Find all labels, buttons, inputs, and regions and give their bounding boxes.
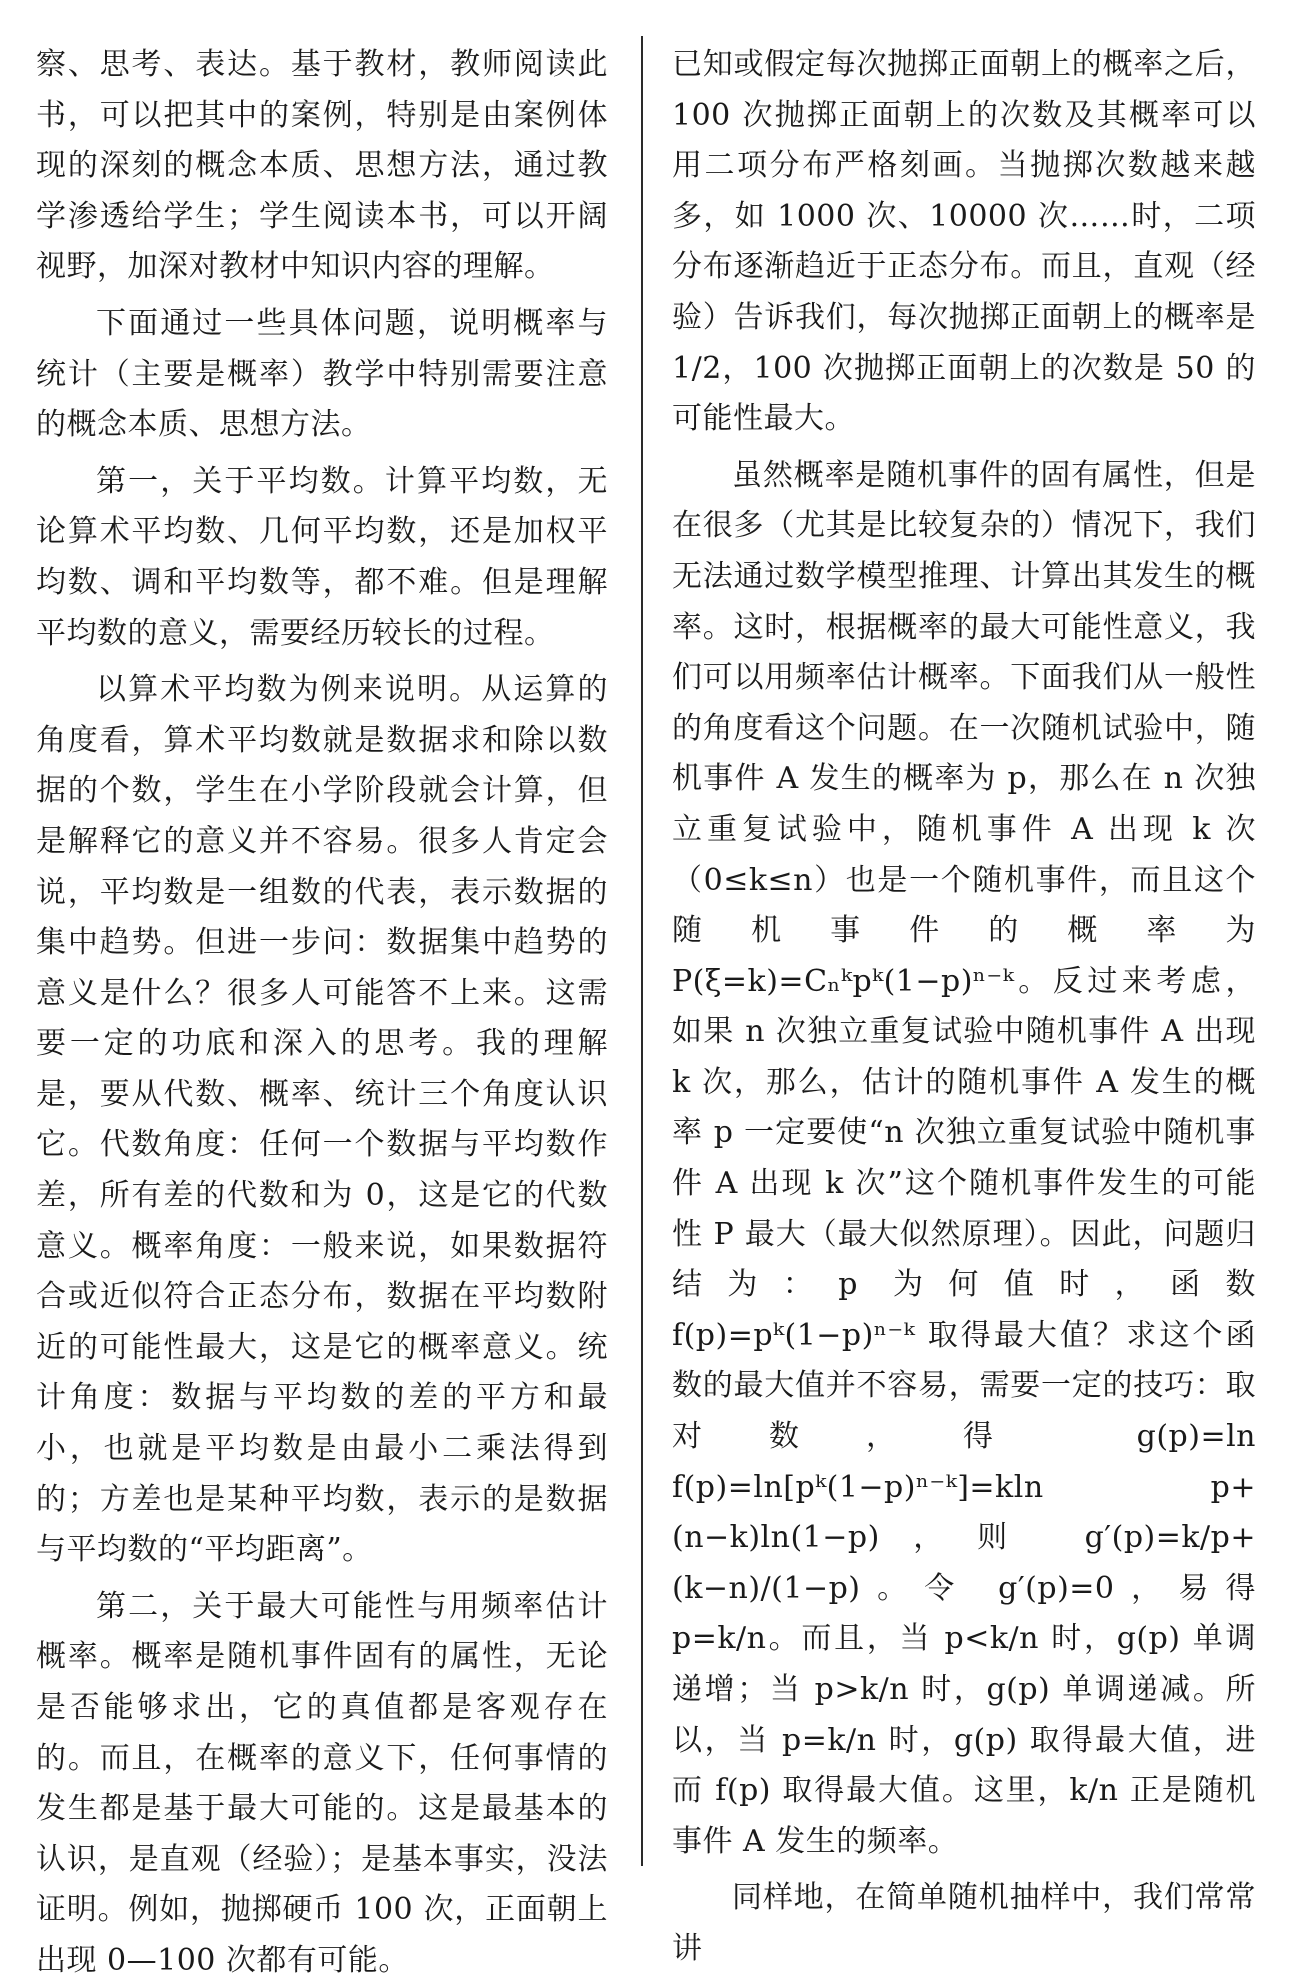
right-column (672, 40, 1256, 1975)
paragraph: 第二，关于最大可能性与用频率估计概率。概率是随机事件固有的属性，无论是否能够求出，它的真值都是客观存在的。而且，在概率的意义下，任何事情的发生都是基于最大可能的。这是最基本的认识，是直观（经验）；是基本事实，没法证明。例如，抛掷硬币 100 次，正面朝上出现 0—100 次都有可能。 (36, 1588, 608, 1978)
paragraph: 察、思考、表达。基于教材，教师阅读此书，可以把其中的案例，特别是由案例体现的深刻的概念本质、思想方法，通过教学渗透给学生；学生阅读本书，可以开阔视野，加深对教材中知识内容的理解。 (36, 47, 608, 285)
paragraph: 第一，关于平均数。计算平均数，无论算术平均数、几何平均数，还是加权平均数、调和平均数等，都不难。但是理解平均数的意义，需要经历较长的过程。 (36, 463, 608, 651)
paragraph: 同样地，在简单随机抽样中，我们常常讲 (672, 1880, 1256, 1966)
paragraph: 以算术平均数为例来说明。从运算的角度看，算术平均数就是数据求和除以数据的个数，学生在小学阶段就会计算，但是解释它的意义并不容易。很多人肯定会说，平均数是一组数的代表，表示数据的集中趋势。但进一步问：数据集中趋势的意义是什么？很多人可能答不上来。这需要一定的功底和深入的思考。我的理解是，要从代数、概率、统计三个角度认识它。代数角度：任何一个数据与平均数作差，所有差的代数和为 0，这是它的代数意义。概率角度：一般来说，如果数据符合或近似符合正态分布，数据在平均数附近的可能性最大，这是它的概率意义。统计角度：数据与平均数的差的平方和最小，也就是平均数是由最小二乘法得到的；方差也是某种平均数，表示的是数据与平均数的“平均距离”。 (36, 672, 608, 1568)
left-column (36, 40, 608, 1987)
paragraph: 已知或假定每次抛掷正面朝上的概率之后，100 次抛掷正面朝上的次数及其概率可以用二项分布严格刻画。当抛掷次数越来越多，如 1000 次、10000 次……时，二项分布逐渐趋近于正态分布。而且，直观（经验）告诉我们，每次抛掷正面朝上的概率是 1/2，100 次抛掷正面朝上的次数是 50 的可能性最大。 (672, 47, 1256, 437)
paragraph: 虽然概率是随机事件的固有属性，但是在很多（尤其是比较复杂的）情况下，我们无法通过数学模型推理、计算出其发生的概率。这时，根据概率的最大可能性意义，我们可以用频率估计概率。下面我们从一般性的角度看这个问题。在一次随机试验中，随机事件 A 发生的概率为 p，那么在 n 次独立重复试验中，随机事件 A 出现 k 次（0≤k≤n）也是一个随机事件，而且这个随机事件的概率为 P(ξ=k)=Cₙᵏpᵏ(1−p)ⁿ⁻ᵏ。反过来考虑，如果 n 次独立重复试验中随机事件 A 出现 k 次，那么，估计的随机事件 A 发生的概率 p 一定要使“n 次独立重复试验中随机事件 A 出现 k 次”这个随机事件发生的可能性 P 最大（最大似然原理）。因此，问题归结为：p 为何值时，函数 f(p)=pᵏ(1−p)ⁿ⁻ᵏ 取得最大值？求这个函数的最大值并不容易，需要一定的技巧：取对数，得 g(p)=ln f(p)=ln[pᵏ(1−p)ⁿ⁻ᵏ]=kln p+(n−k)ln(1−p)，则 g′(p)=k/p+(k−n)/(1−p)。令 g′(p)=0，易得 p=k/n。而且，当 p<k/n 时，g(p) 单调递增；当 p>k/n 时，g(p) 单调递减。所以，当 p=k/n 时，g(p) 取得最大值，进而 f(p) 取得最大值。这里，k/n 正是随机事件 A 发生的频率。 (672, 457, 1256, 1859)
column-divider (641, 36, 643, 1866)
paragraph: 下面通过一些具体问题，说明概率与统计（主要是概率）教学中特别需要注意的概念本质、思想方法。 (36, 305, 608, 443)
